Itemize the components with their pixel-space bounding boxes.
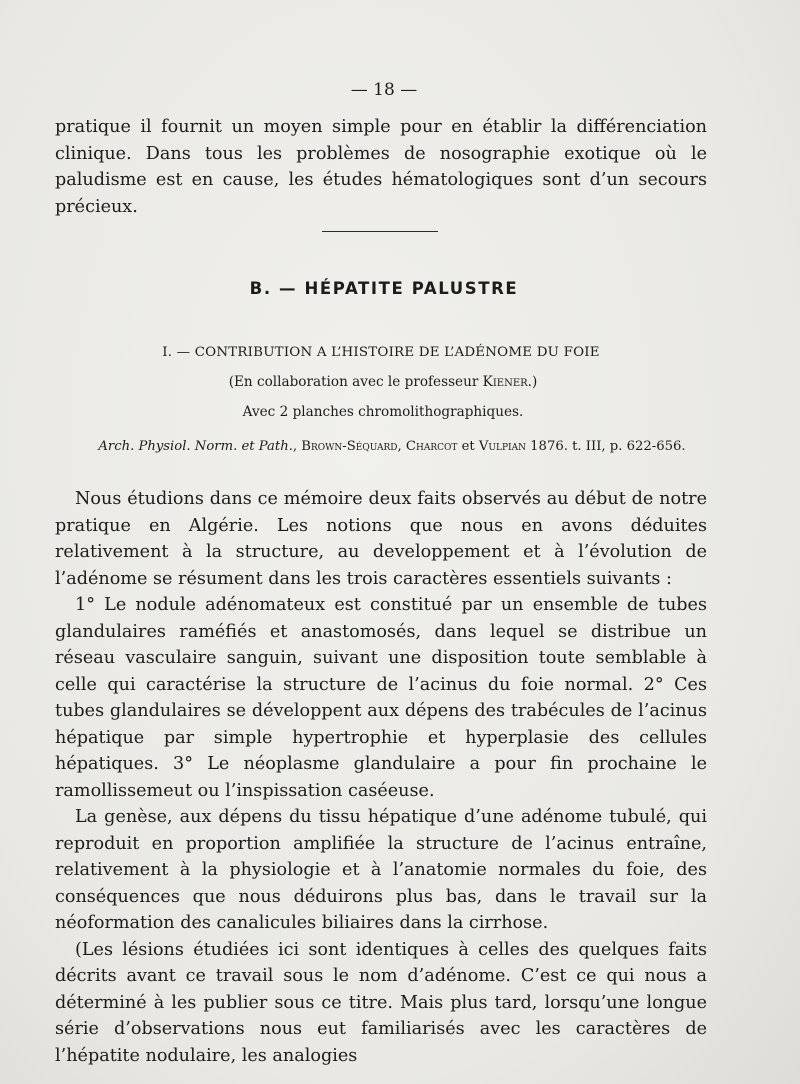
citation-details: 1876. t. III, p. 622-656. — [525, 439, 686, 454]
citation-sep-2: , — [397, 439, 406, 454]
citation — [0, 439, 784, 454]
body-paragraph-4: (Les lésions étudiées ici sont identiques à celles des quelques faits décrits avant ce travail sous le nom d’adénome. C’est ce qui nous a déterminé à les publier sous ce titre. Mais plus tard, lorsqu’une longue série d’observations nous eut familiarisés avec les caractères de l’hépatite nodulaire, les analogies — [55, 939, 707, 1066]
credit-prefix: (En collaboration avec le professeur — [228, 374, 483, 390]
citation-author-3: Vulpian — [478, 439, 526, 454]
citation-sep-1: , — [292, 439, 302, 454]
body-paragraph-3: La genèse, aux dépens du tissu hépatique d’une adénome tubulé, qui reproduit en proportion amplifiée la structure de l’acinus entraîne, relativement à la physiologie et à l’anatomie normales du foie, des conséquences que nous déduirons plus bas, dans le travail sur la néoformation des canalicules biliaires dans la cirrhose. — [55, 807, 707, 933]
citation-journal: Arch. Physiol. Norm. et Path. — [98, 439, 293, 454]
body-paragraph-2: 1° Le nodule adénomateux est constitué par un ensemble de tubes glandulaires raméfiés et anastomosés, dans lequel se distribue un réseau vasculaire sanguin, suivant une disposition toute semblable à celle qui caractérise la structure de l’acinus du foie normal. 2° Ces tubes glandulaires se développent aux dépens des trabécules de l’acinus hépatique par simple hypertrophie et hyperplasie des cellules hépatiques. 3° Le néoplasme glandulaire a pour fin prochaine le ramollissemeut ou l’inspissation caséeuse. — [55, 595, 707, 801]
page-number: — 18 — — [350, 80, 418, 100]
collaboration-credit — [0, 374, 766, 390]
section-heading: B. — HÉPATITE PALUSTRE — [249, 279, 519, 298]
body-paragraph-1: Nous étudions dans ce mémoire deux faits observés au début de notre pratique en Algérie. Les notions que nous en avons déduites relativement à la structure, au developpement et à l’évolution de l’adénome se résument dans les trois caractères essentiels suivants : — [55, 489, 707, 589]
intro-paragraph: pratique il fournit un moyen simple pour en établir la différenciation clinique. Dans tous les problèmes de nosographie exotique où le paludisme est en cause, les études hématologiques sont d’un secours précieux. — [55, 117, 707, 217]
citation-sep-3: et — [457, 439, 479, 454]
credit-suffix: .) — [527, 374, 538, 390]
plates-note: Avec 2 planches chromolithographiques. — [242, 404, 524, 420]
citation-author-1: Brown-Séquard — [301, 439, 398, 454]
credit-name: Kiener — [482, 374, 528, 390]
main-body — [55, 486, 707, 1069]
section-divider — [322, 231, 438, 232]
citation-author-2: Charcot — [405, 439, 458, 454]
subsection-title: I. — CONTRIBUTION A L’HISTOIRE DE L’ADÉNOME DU FOIE — [162, 345, 600, 360]
